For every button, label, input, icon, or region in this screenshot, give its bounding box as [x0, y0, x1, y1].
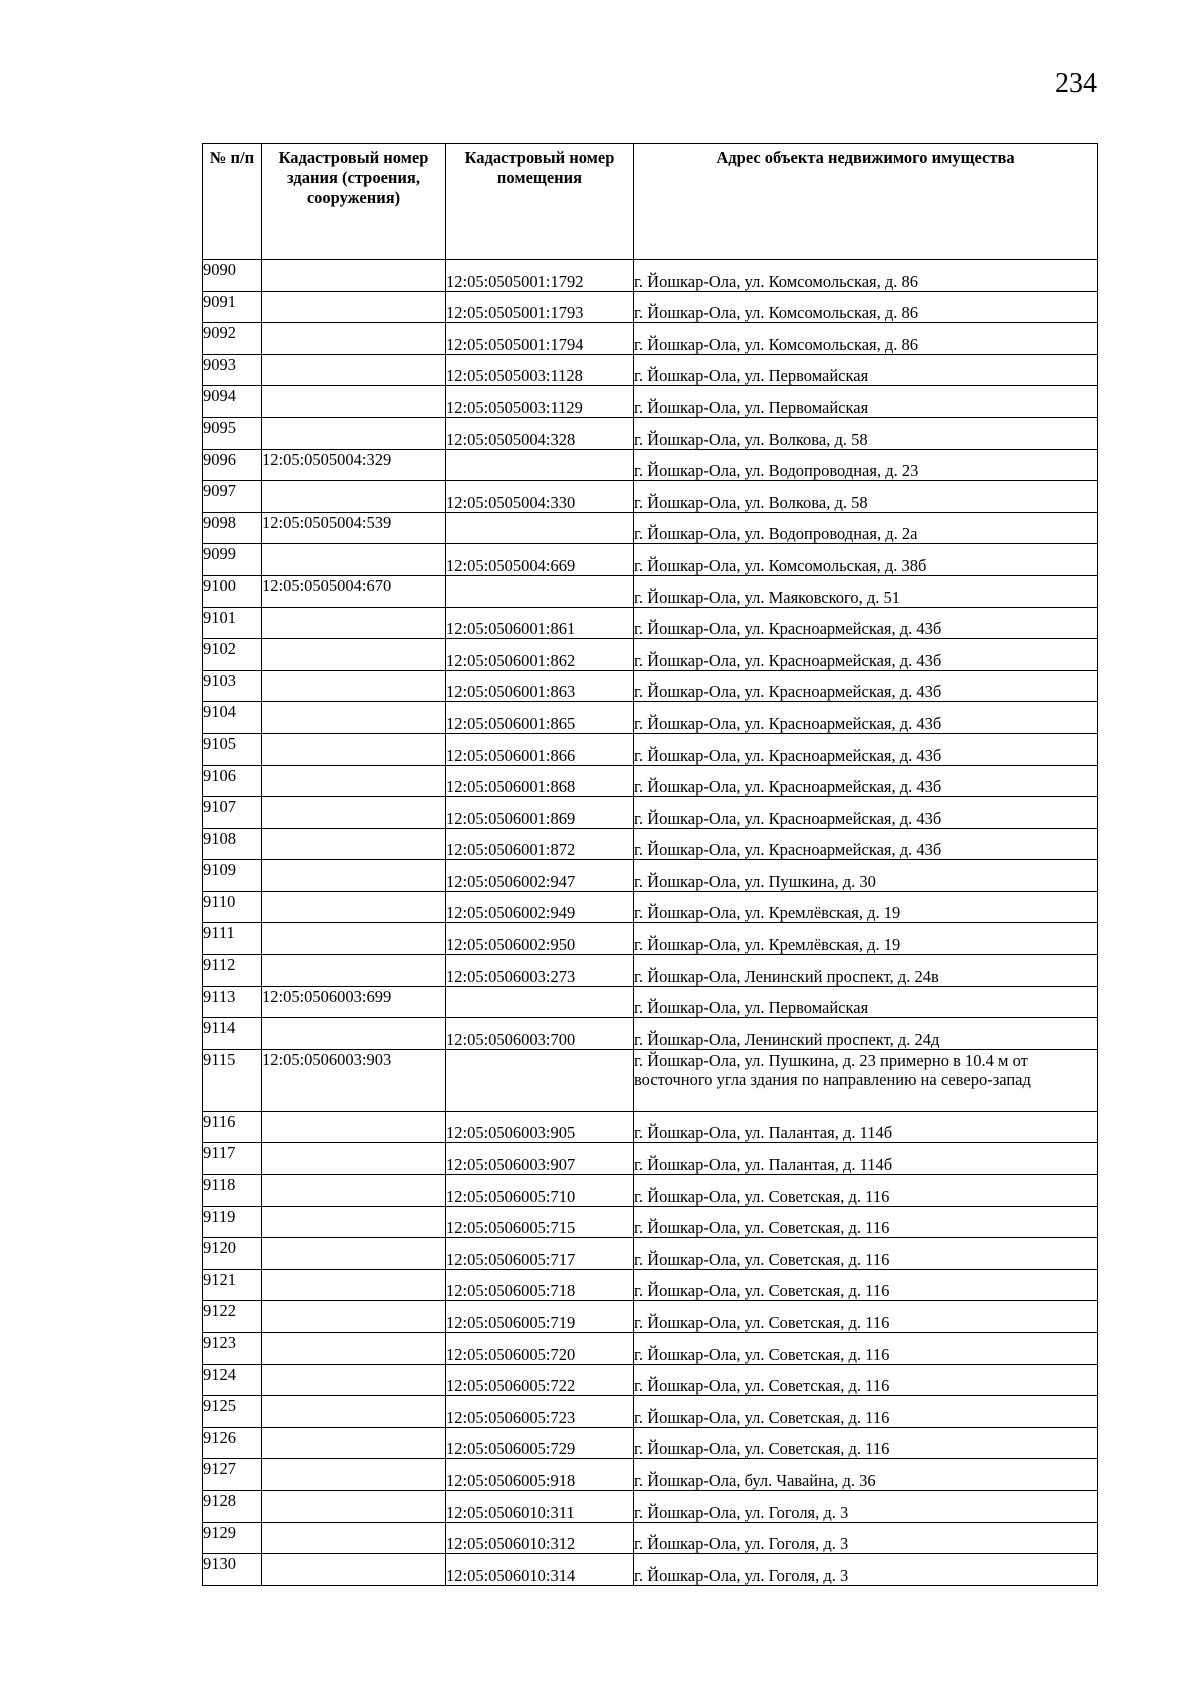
- cell-room-cadastral: 12:05:0506003:700: [446, 1018, 634, 1050]
- cell-building-cadastral: [262, 765, 446, 797]
- table-row: [203, 481, 1098, 513]
- cell-building-cadastral: [262, 1111, 446, 1143]
- cell-num: 9116: [203, 1111, 262, 1143]
- header-building-cadastral: Кадастровый номер здания (строения, сооружения): [262, 144, 446, 260]
- table-header-row: [203, 144, 1098, 260]
- table-row: [203, 1175, 1098, 1207]
- table-row: [203, 702, 1098, 734]
- table-row: [203, 1049, 1098, 1111]
- cell-num: 9121: [203, 1269, 262, 1301]
- table-row: [203, 1206, 1098, 1238]
- cell-address: г. Йошкар-Ола, ул. Кремлёвская, д. 19: [634, 923, 1098, 955]
- cell-num: 9109: [203, 860, 262, 892]
- table-row: [203, 1459, 1098, 1491]
- cell-building-cadastral: [262, 323, 446, 355]
- cell-building-cadastral: [262, 1522, 446, 1554]
- cell-building-cadastral: [262, 607, 446, 639]
- table-row: [203, 291, 1098, 323]
- cell-room-cadastral: 12:05:0506001:872: [446, 828, 634, 860]
- cell-room-cadastral: [446, 512, 634, 544]
- cell-address: г. Йошкар-Ола, ул. Красноармейская, д. 43б: [634, 670, 1098, 702]
- cell-building-cadastral: [262, 733, 446, 765]
- cell-address: г. Йошкар-Ола, ул. Первомайская: [634, 386, 1098, 418]
- cell-address: г. Йошкар-Ола, ул. Гоголя, д. 3: [634, 1554, 1098, 1586]
- cell-num: 9120: [203, 1238, 262, 1270]
- cell-room-cadastral: 12:05:0506005:918: [446, 1459, 634, 1491]
- cell-building-cadastral: [262, 639, 446, 671]
- cell-room-cadastral: 12:05:0506001:861: [446, 607, 634, 639]
- cell-num: 9114: [203, 1018, 262, 1050]
- table-row: [203, 1018, 1098, 1050]
- cell-num: 9110: [203, 891, 262, 923]
- cell-num: 9097: [203, 481, 262, 513]
- cell-num: 9093: [203, 354, 262, 386]
- cell-address: г. Йошкар-Ола, ул. Волкова, д. 58: [634, 481, 1098, 513]
- cell-room-cadastral: 12:05:0506002:947: [446, 860, 634, 892]
- cell-room-cadastral: 12:05:0505004:330: [446, 481, 634, 513]
- cell-address: г. Йошкар-Ола, ул. Комсомольская, д. 86: [634, 291, 1098, 323]
- table-row: [203, 1301, 1098, 1333]
- cell-building-cadastral: [262, 386, 446, 418]
- cell-room-cadastral: 12:05:0505003:1128: [446, 354, 634, 386]
- cell-num: 9105: [203, 733, 262, 765]
- table-row: [203, 797, 1098, 829]
- table-row: [203, 417, 1098, 449]
- cell-room-cadastral: 12:05:0505001:1792: [446, 260, 634, 292]
- cell-building-cadastral: [262, 481, 446, 513]
- table-row: [203, 1269, 1098, 1301]
- cell-num: 9094: [203, 386, 262, 418]
- table-row: [203, 639, 1098, 671]
- cell-num: 9129: [203, 1522, 262, 1554]
- cell-room-cadastral: 12:05:0506010:311: [446, 1490, 634, 1522]
- cell-room-cadastral: 12:05:0506002:949: [446, 891, 634, 923]
- cell-address: г. Йошкар-Ола, ул. Маяковского, д. 51: [634, 575, 1098, 607]
- cell-building-cadastral: [262, 1333, 446, 1365]
- cell-num: 9100: [203, 575, 262, 607]
- table-row: [203, 512, 1098, 544]
- cell-address: г. Йошкар-Ола, Ленинский проспект, д. 24в: [634, 955, 1098, 987]
- cell-building-cadastral: [262, 860, 446, 892]
- header-room-cadastral: Кадастровый номер помещения: [446, 144, 634, 260]
- cell-room-cadastral: 12:05:0506001:868: [446, 765, 634, 797]
- cell-num: 9107: [203, 797, 262, 829]
- cell-address: г. Йошкар-Ола, ул. Водопроводная, д. 2а: [634, 512, 1098, 544]
- cell-num: 9128: [203, 1490, 262, 1522]
- cell-building-cadastral: 12:05:0505004:329: [262, 449, 446, 481]
- cell-address: г. Йошкар-Ола, ул. Советская, д. 116: [634, 1175, 1098, 1207]
- cell-building-cadastral: 12:05:0505004:539: [262, 512, 446, 544]
- cell-building-cadastral: [262, 417, 446, 449]
- table-row: [203, 986, 1098, 1018]
- cell-num: 9123: [203, 1333, 262, 1365]
- table-row: [203, 1364, 1098, 1396]
- cell-num: 9124: [203, 1364, 262, 1396]
- cell-building-cadastral: [262, 1459, 446, 1491]
- table-row: [203, 449, 1098, 481]
- table-row: [203, 575, 1098, 607]
- cell-building-cadastral: [262, 702, 446, 734]
- cell-address: г. Йошкар-Ола, ул. Советская, д. 116: [634, 1269, 1098, 1301]
- cell-building-cadastral: [262, 1206, 446, 1238]
- cell-room-cadastral: [446, 986, 634, 1018]
- cell-building-cadastral: [262, 1396, 446, 1428]
- cell-num: 9127: [203, 1459, 262, 1491]
- cell-num: 9106: [203, 765, 262, 797]
- cell-address: г. Йошкар-Ола, Ленинский проспект, д. 24д: [634, 1018, 1098, 1050]
- cell-address: г. Йошкар-Ола, ул. Гоголя, д. 3: [634, 1490, 1098, 1522]
- cell-num: 9090: [203, 260, 262, 292]
- cell-building-cadastral: 12:05:0506003:903: [262, 1049, 446, 1111]
- cell-building-cadastral: [262, 291, 446, 323]
- cell-address: г. Йошкар-Ола, ул. Советская, д. 116: [634, 1427, 1098, 1459]
- cell-num: 9117: [203, 1143, 262, 1175]
- table-row: [203, 544, 1098, 576]
- cell-room-cadastral: 12:05:0506005:710: [446, 1175, 634, 1207]
- cell-room-cadastral: 12:05:0506005:729: [446, 1427, 634, 1459]
- cell-room-cadastral: 12:05:0506005:715: [446, 1206, 634, 1238]
- cell-room-cadastral: 12:05:0506001:863: [446, 670, 634, 702]
- cell-address: г. Йошкар-Ола, ул. Водопроводная, д. 23: [634, 449, 1098, 481]
- table-row: [203, 670, 1098, 702]
- table-row: [203, 955, 1098, 987]
- cell-building-cadastral: 12:05:0505004:670: [262, 575, 446, 607]
- cell-address: г. Йошкар-Ола, ул. Комсомольская, д. 38б: [634, 544, 1098, 576]
- cell-num: 9101: [203, 607, 262, 639]
- table-row: [203, 860, 1098, 892]
- cell-num: 9091: [203, 291, 262, 323]
- cell-building-cadastral: [262, 797, 446, 829]
- cell-address: г. Йошкар-Ола, ул. Советская, д. 116: [634, 1333, 1098, 1365]
- cell-building-cadastral: [262, 260, 446, 292]
- cell-address: г. Йошкар-Ола, бул. Чавайна, д. 36: [634, 1459, 1098, 1491]
- cell-address: г. Йошкар-Ола, ул. Палантая, д. 114б: [634, 1111, 1098, 1143]
- cell-room-cadastral: 12:05:0506010:314: [446, 1554, 634, 1586]
- cell-num: 9113: [203, 986, 262, 1018]
- cell-room-cadastral: 12:05:0505001:1793: [446, 291, 634, 323]
- registry-table: [202, 143, 1098, 1586]
- cell-num: 9130: [203, 1554, 262, 1586]
- table-row: [203, 765, 1098, 797]
- table-row: [203, 1522, 1098, 1554]
- header-address: Адрес объекта недвижимого имущества: [634, 144, 1098, 260]
- cell-address: г. Йошкар-Ола, ул. Первомайская: [634, 986, 1098, 1018]
- table-row: [203, 354, 1098, 386]
- cell-num: 9099: [203, 544, 262, 576]
- table-row: [203, 1333, 1098, 1365]
- cell-num: 9095: [203, 417, 262, 449]
- cell-address: г. Йошкар-Ола, ул. Красноармейская, д. 43б: [634, 733, 1098, 765]
- cell-building-cadastral: [262, 1427, 446, 1459]
- cell-address: г. Йошкар-Ола, ул. Красноармейская, д. 43б: [634, 607, 1098, 639]
- cell-building-cadastral: [262, 1364, 446, 1396]
- cell-num: 9103: [203, 670, 262, 702]
- cell-building-cadastral: [262, 1018, 446, 1050]
- cell-num: 9096: [203, 449, 262, 481]
- cell-num: 9108: [203, 828, 262, 860]
- table-row: [203, 1490, 1098, 1522]
- cell-building-cadastral: [262, 1175, 446, 1207]
- cell-address: г. Йошкар-Ола, ул. Первомайская: [634, 354, 1098, 386]
- cell-building-cadastral: 12:05:0506003:699: [262, 986, 446, 1018]
- cell-address: г. Йошкар-Ола, ул. Гоголя, д. 3: [634, 1522, 1098, 1554]
- cell-building-cadastral: [262, 828, 446, 860]
- cell-building-cadastral: [262, 354, 446, 386]
- cell-building-cadastral: [262, 1269, 446, 1301]
- table-row: [203, 323, 1098, 355]
- cell-building-cadastral: [262, 1301, 446, 1333]
- cell-address: г. Йошкар-Ола, ул. Красноармейская, д. 43б: [634, 639, 1098, 671]
- table-row: [203, 891, 1098, 923]
- cell-room-cadastral: 12:05:0506001:866: [446, 733, 634, 765]
- cell-num: 9098: [203, 512, 262, 544]
- table-row: [203, 828, 1098, 860]
- page-number: 234: [1055, 68, 1097, 99]
- cell-num: 9126: [203, 1427, 262, 1459]
- cell-building-cadastral: [262, 670, 446, 702]
- cell-building-cadastral: [262, 1554, 446, 1586]
- cell-room-cadastral: 12:05:0505004:328: [446, 417, 634, 449]
- cell-address: г. Йошкар-Ола, ул. Красноармейская, д. 43б: [634, 828, 1098, 860]
- cell-num: 9115: [203, 1049, 262, 1111]
- cell-address: г. Йошкар-Ола, ул. Пушкина, д. 23 примерно в 10.4 м от восточного угла здания по направлению на северо-запад: [634, 1049, 1098, 1111]
- cell-address: г. Йошкар-Ола, ул. Советская, д. 116: [634, 1396, 1098, 1428]
- cell-room-cadastral: 12:05:0506005:722: [446, 1364, 634, 1396]
- cell-building-cadastral: [262, 1143, 446, 1175]
- cell-room-cadastral: 12:05:0506010:312: [446, 1522, 634, 1554]
- cell-room-cadastral: 12:05:0506005:719: [446, 1301, 634, 1333]
- cell-building-cadastral: [262, 891, 446, 923]
- cell-num: 9125: [203, 1396, 262, 1428]
- table-row: [203, 607, 1098, 639]
- cell-room-cadastral: [446, 575, 634, 607]
- cell-num: 9102: [203, 639, 262, 671]
- table-row: [203, 386, 1098, 418]
- cell-room-cadastral: [446, 1049, 634, 1111]
- cell-address: г. Йошкар-Ола, ул. Советская, д. 116: [634, 1238, 1098, 1270]
- cell-address: г. Йошкар-Ола, ул. Советская, д. 116: [634, 1206, 1098, 1238]
- cell-num: 9119: [203, 1206, 262, 1238]
- cell-room-cadastral: 12:05:0506005:718: [446, 1269, 634, 1301]
- table-row: [203, 733, 1098, 765]
- cell-address: г. Йошкар-Ола, ул. Красноармейская, д. 43б: [634, 797, 1098, 829]
- table-row: [203, 1238, 1098, 1270]
- table-row: [203, 1111, 1098, 1143]
- cell-building-cadastral: [262, 1238, 446, 1270]
- cell-room-cadastral: 12:05:0506001:869: [446, 797, 634, 829]
- cell-address: г. Йошкар-Ола, ул. Советская, д. 116: [634, 1301, 1098, 1333]
- table-row: [203, 1554, 1098, 1586]
- cell-room-cadastral: 12:05:0506005:720: [446, 1333, 634, 1365]
- cell-address: г. Йошкар-Ола, ул. Пушкина, д. 30: [634, 860, 1098, 892]
- table-row: [203, 1427, 1098, 1459]
- cell-room-cadastral: 12:05:0506005:717: [446, 1238, 634, 1270]
- cell-room-cadastral: 12:05:0506002:950: [446, 923, 634, 955]
- table-row: [203, 1143, 1098, 1175]
- cell-num: 9118: [203, 1175, 262, 1207]
- cell-room-cadastral: 12:05:0506003:907: [446, 1143, 634, 1175]
- table-row: [203, 1396, 1098, 1428]
- header-num: № п/п: [203, 144, 262, 260]
- cell-room-cadastral: 12:05:0506003:905: [446, 1111, 634, 1143]
- cell-address: г. Йошкар-Ола, ул. Комсомольская, д. 86: [634, 260, 1098, 292]
- cell-address: г. Йошкар-Ола, ул. Красноармейская, д. 43б: [634, 702, 1098, 734]
- cell-room-cadastral: 12:05:0506005:723: [446, 1396, 634, 1428]
- cell-address: г. Йошкар-Ола, ул. Волкова, д. 58: [634, 417, 1098, 449]
- table-row: [203, 260, 1098, 292]
- table-row: [203, 923, 1098, 955]
- cell-address: г. Йошкар-Ола, ул. Кремлёвская, д. 19: [634, 891, 1098, 923]
- cell-address: г. Йошкар-Ола, ул. Красноармейская, д. 43б: [634, 765, 1098, 797]
- cell-num: 9122: [203, 1301, 262, 1333]
- cell-room-cadastral: 12:05:0506003:273: [446, 955, 634, 987]
- cell-room-cadastral: 12:05:0506001:865: [446, 702, 634, 734]
- cell-room-cadastral: 12:05:0505004:669: [446, 544, 634, 576]
- cell-address: г. Йошкар-Ола, ул. Палантая, д. 114б: [634, 1143, 1098, 1175]
- cell-building-cadastral: [262, 923, 446, 955]
- cell-building-cadastral: [262, 1490, 446, 1522]
- cell-address: г. Йошкар-Ола, ул. Советская, д. 116: [634, 1364, 1098, 1396]
- cell-room-cadastral: [446, 449, 634, 481]
- cell-room-cadastral: 12:05:0505001:1794: [446, 323, 634, 355]
- cell-num: 9092: [203, 323, 262, 355]
- cell-building-cadastral: [262, 544, 446, 576]
- cell-building-cadastral: [262, 955, 446, 987]
- cell-num: 9104: [203, 702, 262, 734]
- table-body: [203, 260, 1098, 1586]
- cell-room-cadastral: 12:05:0505003:1129: [446, 386, 634, 418]
- cell-room-cadastral: 12:05:0506001:862: [446, 639, 634, 671]
- cell-address: г. Йошкар-Ола, ул. Комсомольская, д. 86: [634, 323, 1098, 355]
- cell-num: 9111: [203, 923, 262, 955]
- cell-num: 9112: [203, 955, 262, 987]
